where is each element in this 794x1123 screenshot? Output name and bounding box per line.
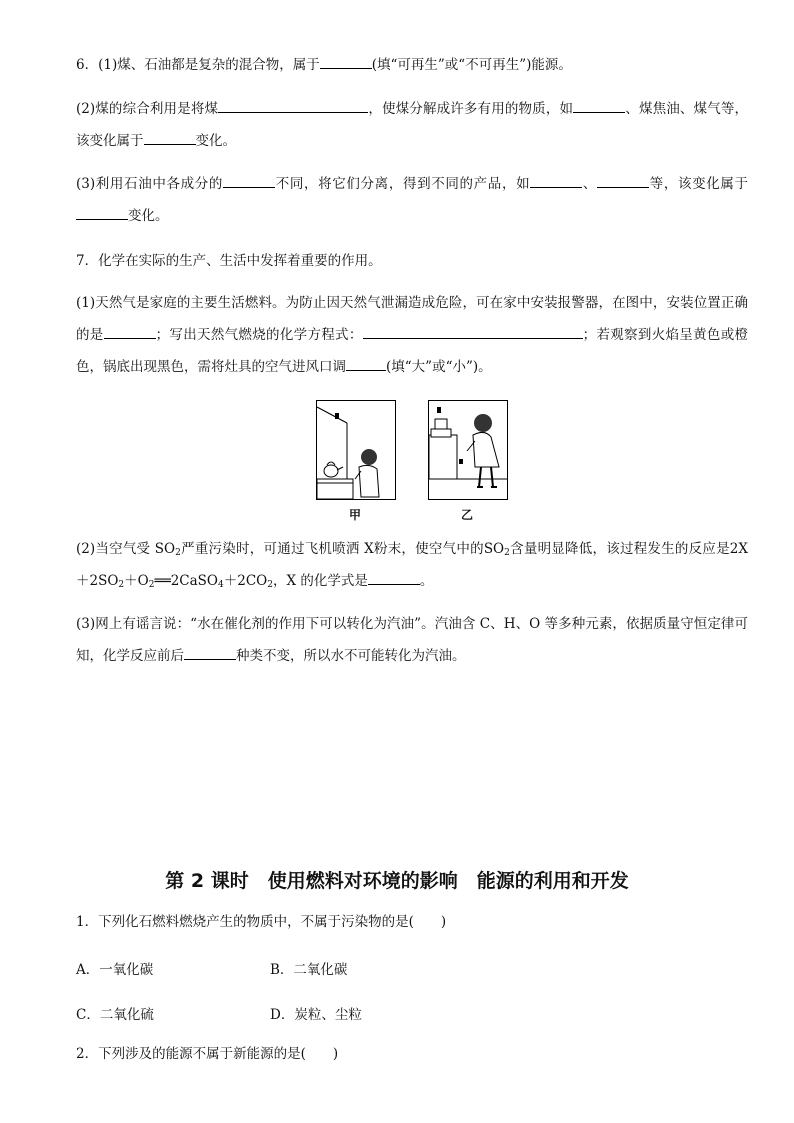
kitchen-scene-floor-alarm-icon (429, 401, 507, 499)
answer-blank[interactable] (346, 356, 386, 371)
s2-q1-stem: 1．下列化石燃料燃烧产生的物质中，不属于污染物的是( ) (76, 914, 447, 930)
answer-blank[interactable] (363, 324, 583, 339)
answer-blank[interactable] (218, 98, 368, 113)
answer-blank[interactable] (76, 205, 128, 220)
answer-blank[interactable] (223, 173, 275, 188)
answer-blank[interactable] (597, 173, 649, 188)
figure-yi (428, 400, 508, 500)
answer-blank[interactable] (573, 98, 625, 113)
figure-label-yi: 乙 (460, 508, 473, 522)
choice-c[interactable]: C．二氧化硫 (76, 1007, 154, 1023)
alarm-figures (316, 400, 508, 520)
choice-b[interactable]: B．二氧化碳 (270, 962, 348, 978)
figure-label-jia: 甲 (348, 508, 361, 522)
answer-blank[interactable] (184, 645, 236, 660)
section-title: 第 2 课时 使用燃料对环境的影响 能源的利用和开发 (165, 870, 629, 892)
q6-part3: (3)利用石油中各成分的 不同，将它们分离，得到不同的产品，如 、 等，该变化属于变化。 (76, 168, 748, 232)
q6-part2: (2)煤的综合利用是将煤 ，使煤分解成许多有用的物质，如 、煤焦油、煤气等，该变化属于 变化。 (76, 93, 748, 157)
answer-blank[interactable] (368, 570, 420, 585)
kitchen-scene-ceiling-alarm-icon (317, 401, 395, 499)
answer-blank[interactable] (144, 130, 196, 145)
answer-blank[interactable] (530, 173, 582, 188)
choice-d[interactable]: D．炭粒、尘粒 (270, 1007, 362, 1023)
s2-q2-stem: 2．下列涉及的能源不属于新能源的是( ) (76, 1046, 339, 1062)
answer-blank[interactable] (104, 324, 156, 339)
q7-stem: 7．化学在实际的生产、生活中发挥着重要的作用。 (76, 253, 382, 269)
answer-blank[interactable] (320, 54, 372, 69)
q7-part1: (1)天然气是家庭的主要生活燃料。为防止因天然气泄漏造成危险，可在家中安装报警器，在图中，安装位置正确的是 ；写出天然气燃烧的化学方程式： ；若观察到火焰呈黄色或橙色，锅底出现黑色，需将灶具的空气进风口调 (填“大”或“小”)。 (76, 295, 749, 375)
figure-jia (316, 400, 396, 500)
choice-a[interactable]: A．一氧化碳 (76, 962, 154, 978)
q7-part3: (3)网上有谣言说：“水在催化剂的作用下可以转化为汽油”。汽油含 C、H、O 等多种元素，依据质量守恒定律可知，化学反应前后 种类不变，所以水不可能转化为汽油。 (76, 616, 748, 664)
q6-part1: 6．(1)煤、石油都是复杂的混合物，属于 (填“可再生”或“不可再生”)能源。 (76, 49, 748, 81)
q7-part2: (2)当空气受 $SO_2$严重污染时，可通过飞机喷洒 X粉末，使空气中的$SO_2$含量明显降低，该过程发生的反应是$2X+2SO_2+O_2══2CaSO_4+2CO_2$，X 的化学式是 。 (76, 541, 749, 590)
